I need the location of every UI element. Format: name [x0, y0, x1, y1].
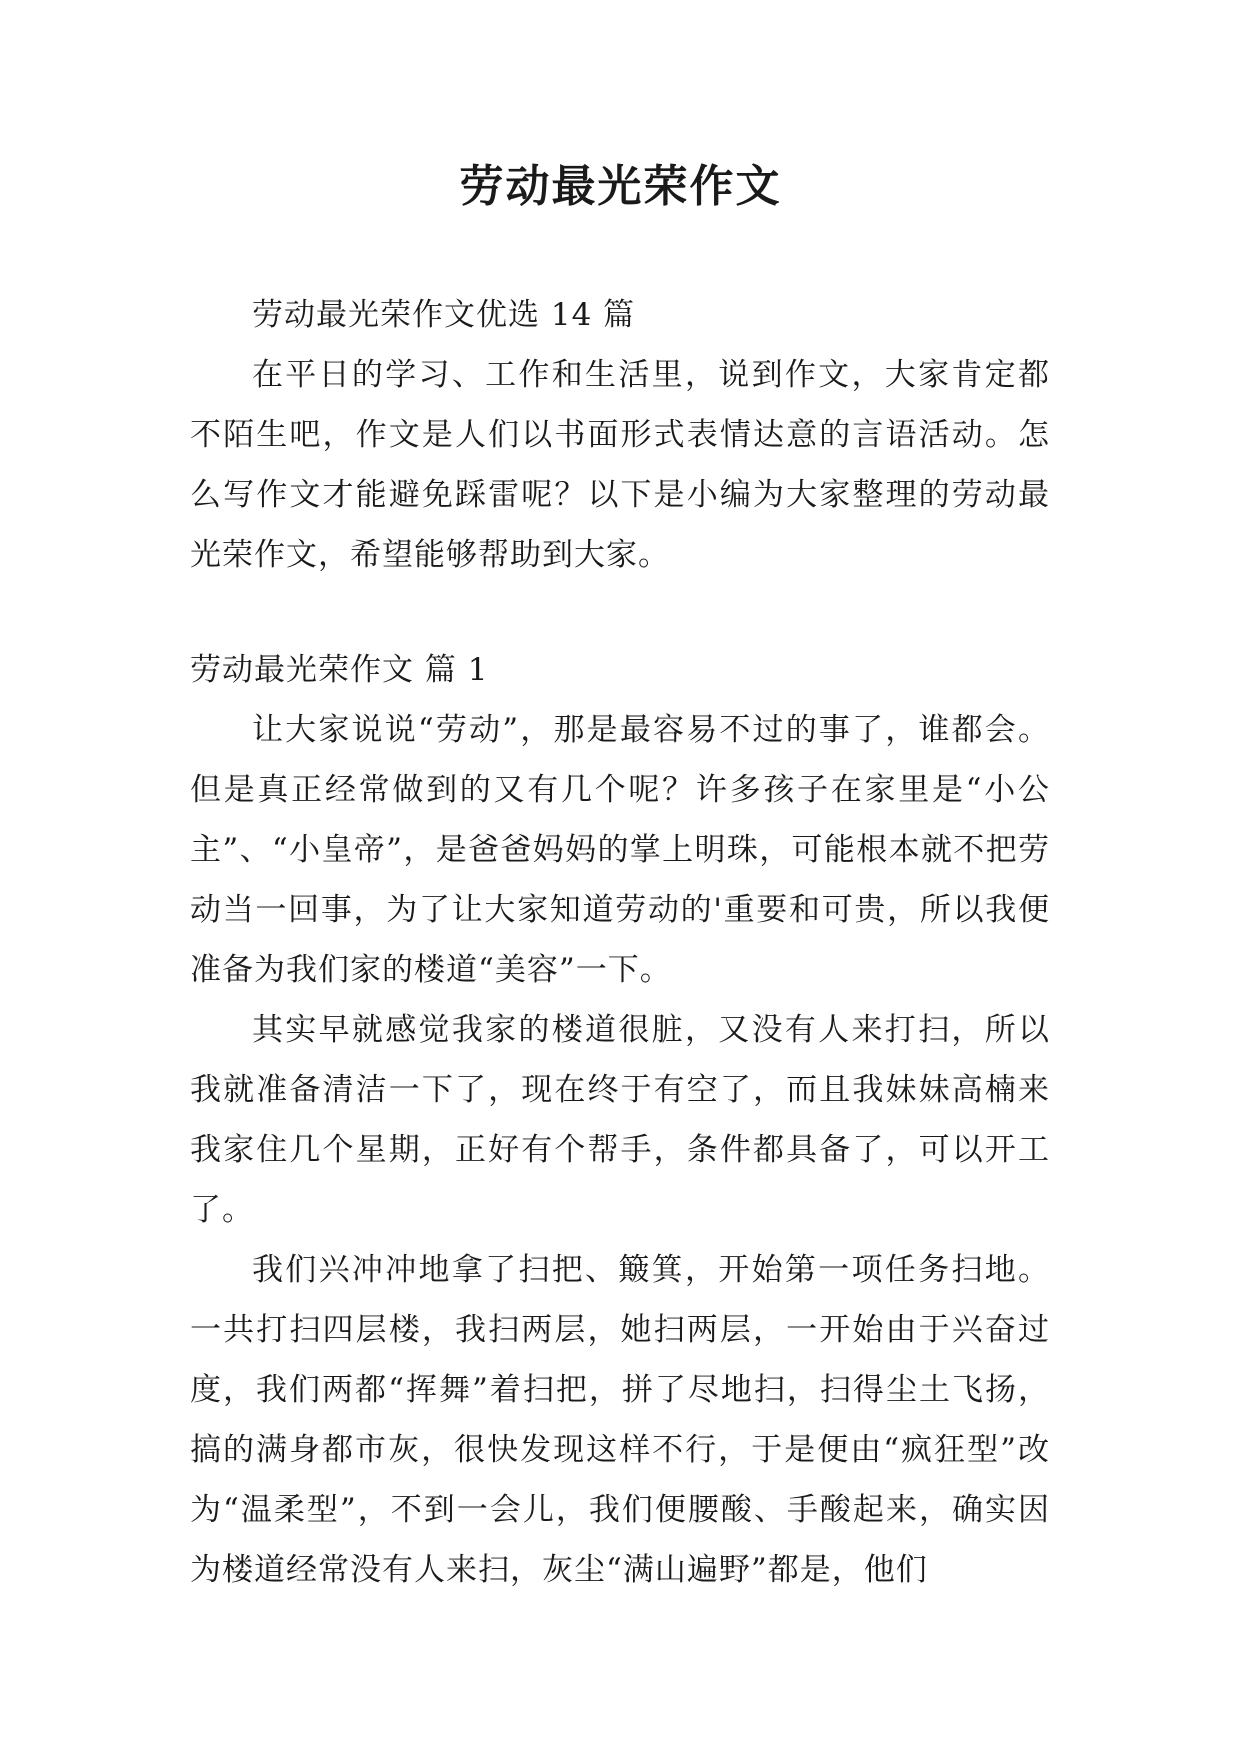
document-title: 劳动最光荣作文 — [459, 161, 782, 212]
document-body — [190, 285, 1050, 1600]
intro-paragraph: 在平日的学习、工作和生活里，说到作文，大家肯定都不陌生吧，作文是人们以书面形式表情达意的言语活动。怎么写作文才能避免踩雷呢？以下是小编为大家整理的劳动最光荣作文，希望能够帮助到大家。 — [190, 357, 1050, 573]
body-paragraph: 其实早就感觉我家的楼道很脏，又没有人来打扫，所以我就准备清洁一下了，现在终于有空了，而且我妹妹高楠来我家住几个星期，正好有个帮手，条件都具备了，可以开工了。 — [190, 1012, 1050, 1228]
section-heading: 劳动最光荣作文 篇 1 — [190, 652, 489, 688]
body-paragraph: 我们兴冲冲地拿了扫把、簸箕，开始第一项任务扫地。一共打扫四层楼，我扫两层，她扫两层，一开始由于兴奋过度，我们两都“挥舞”着扫把，拼了尽地扫，扫得尘土飞扬，搞的满身都市灰，很快发现这样不行，于是便由“疯狂型”改为“温柔型”，不到一会儿，我们便腰酸、手酸起来，确实因为楼道经常没有人来扫，灰尘“满山遍野”都是，他们 — [190, 1252, 1050, 1588]
document-subtitle: 劳动最光荣作文优选 14 篇 — [252, 297, 636, 333]
body-paragraph: 让大家说说“劳动”，那是最容易不过的事了，谁都会。但是真正经常做到的又有几个呢？许多孩子在家里是“小公主”、“小皇帝”，是爸爸妈妈的掌上明珠，可能根本就不把劳动当一回事，为了让大家知道劳动的'重要和可贵，所以我便准备为我们家的楼道“美容”一下。 — [190, 712, 1050, 988]
